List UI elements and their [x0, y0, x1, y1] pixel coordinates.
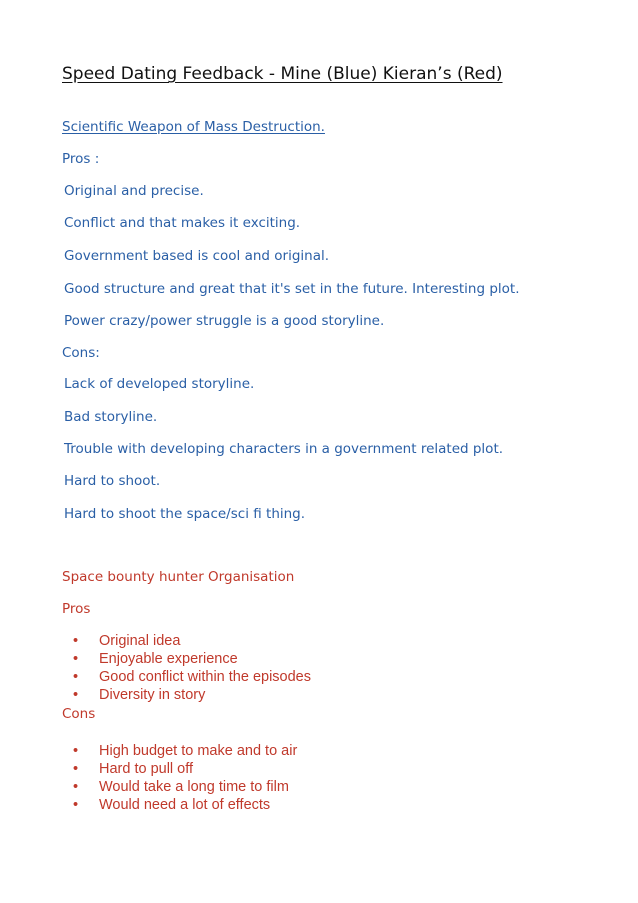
red-pro-item: Good conflict within the episodes: [99, 669, 311, 685]
bullet-icon: •: [73, 761, 79, 777]
bullet-icon: •: [73, 797, 79, 813]
blue-section-heading: Scientific Weapon of Mass Destruction.: [62, 119, 325, 135]
bullet-icon: •: [73, 779, 79, 795]
red-pro-item: Diversity in story: [99, 687, 206, 703]
bullet-icon: •: [73, 743, 79, 759]
red-con-item: High budget to make and to air: [99, 743, 298, 759]
red-pros-label: Pros: [62, 601, 91, 617]
red-con-item: Hard to pull off: [99, 761, 194, 777]
red-cons-label: Cons: [62, 706, 96, 722]
blue-pros-label: Pros :: [62, 151, 100, 167]
blue-pro-item: Original and precise.: [64, 183, 204, 199]
bullet-icon: •: [73, 633, 79, 649]
blue-pro-item: Conflict and that makes it exciting.: [64, 215, 301, 231]
red-con-item: Would take a long time to film: [99, 779, 289, 795]
blue-pro-item: Government based is cool and original.: [64, 248, 330, 264]
blue-con-item: Bad storyline.: [64, 409, 158, 425]
blue-con-item: Hard to shoot.: [64, 473, 161, 489]
blue-pro-item: Good structure and great that it's set in the future. Interesting plot.: [64, 281, 520, 297]
red-con-item: Would need a lot of effects: [99, 797, 271, 813]
red-section-heading: Space bounty hunter Organisation: [62, 569, 295, 585]
bullet-icon: •: [73, 651, 79, 667]
blue-cons-label: Cons:: [62, 345, 100, 361]
red-pro-item: Enjoyable experience: [99, 651, 238, 667]
blue-con-item: Hard to shoot the space/sci fi thing.: [64, 506, 306, 522]
document-title: Speed Dating Feedback - Mine (Blue) Kieran’s (Red): [62, 64, 503, 84]
blue-con-item: Lack of developed storyline.: [64, 376, 255, 392]
red-pro-item: Original idea: [99, 633, 181, 649]
blue-pro-item: Power crazy/power struggle is a good storyline.: [64, 313, 385, 329]
bullet-icon: •: [73, 669, 79, 685]
blue-con-item: Trouble with developing characters in a government related plot.: [64, 441, 504, 457]
bullet-icon: •: [73, 687, 79, 703]
